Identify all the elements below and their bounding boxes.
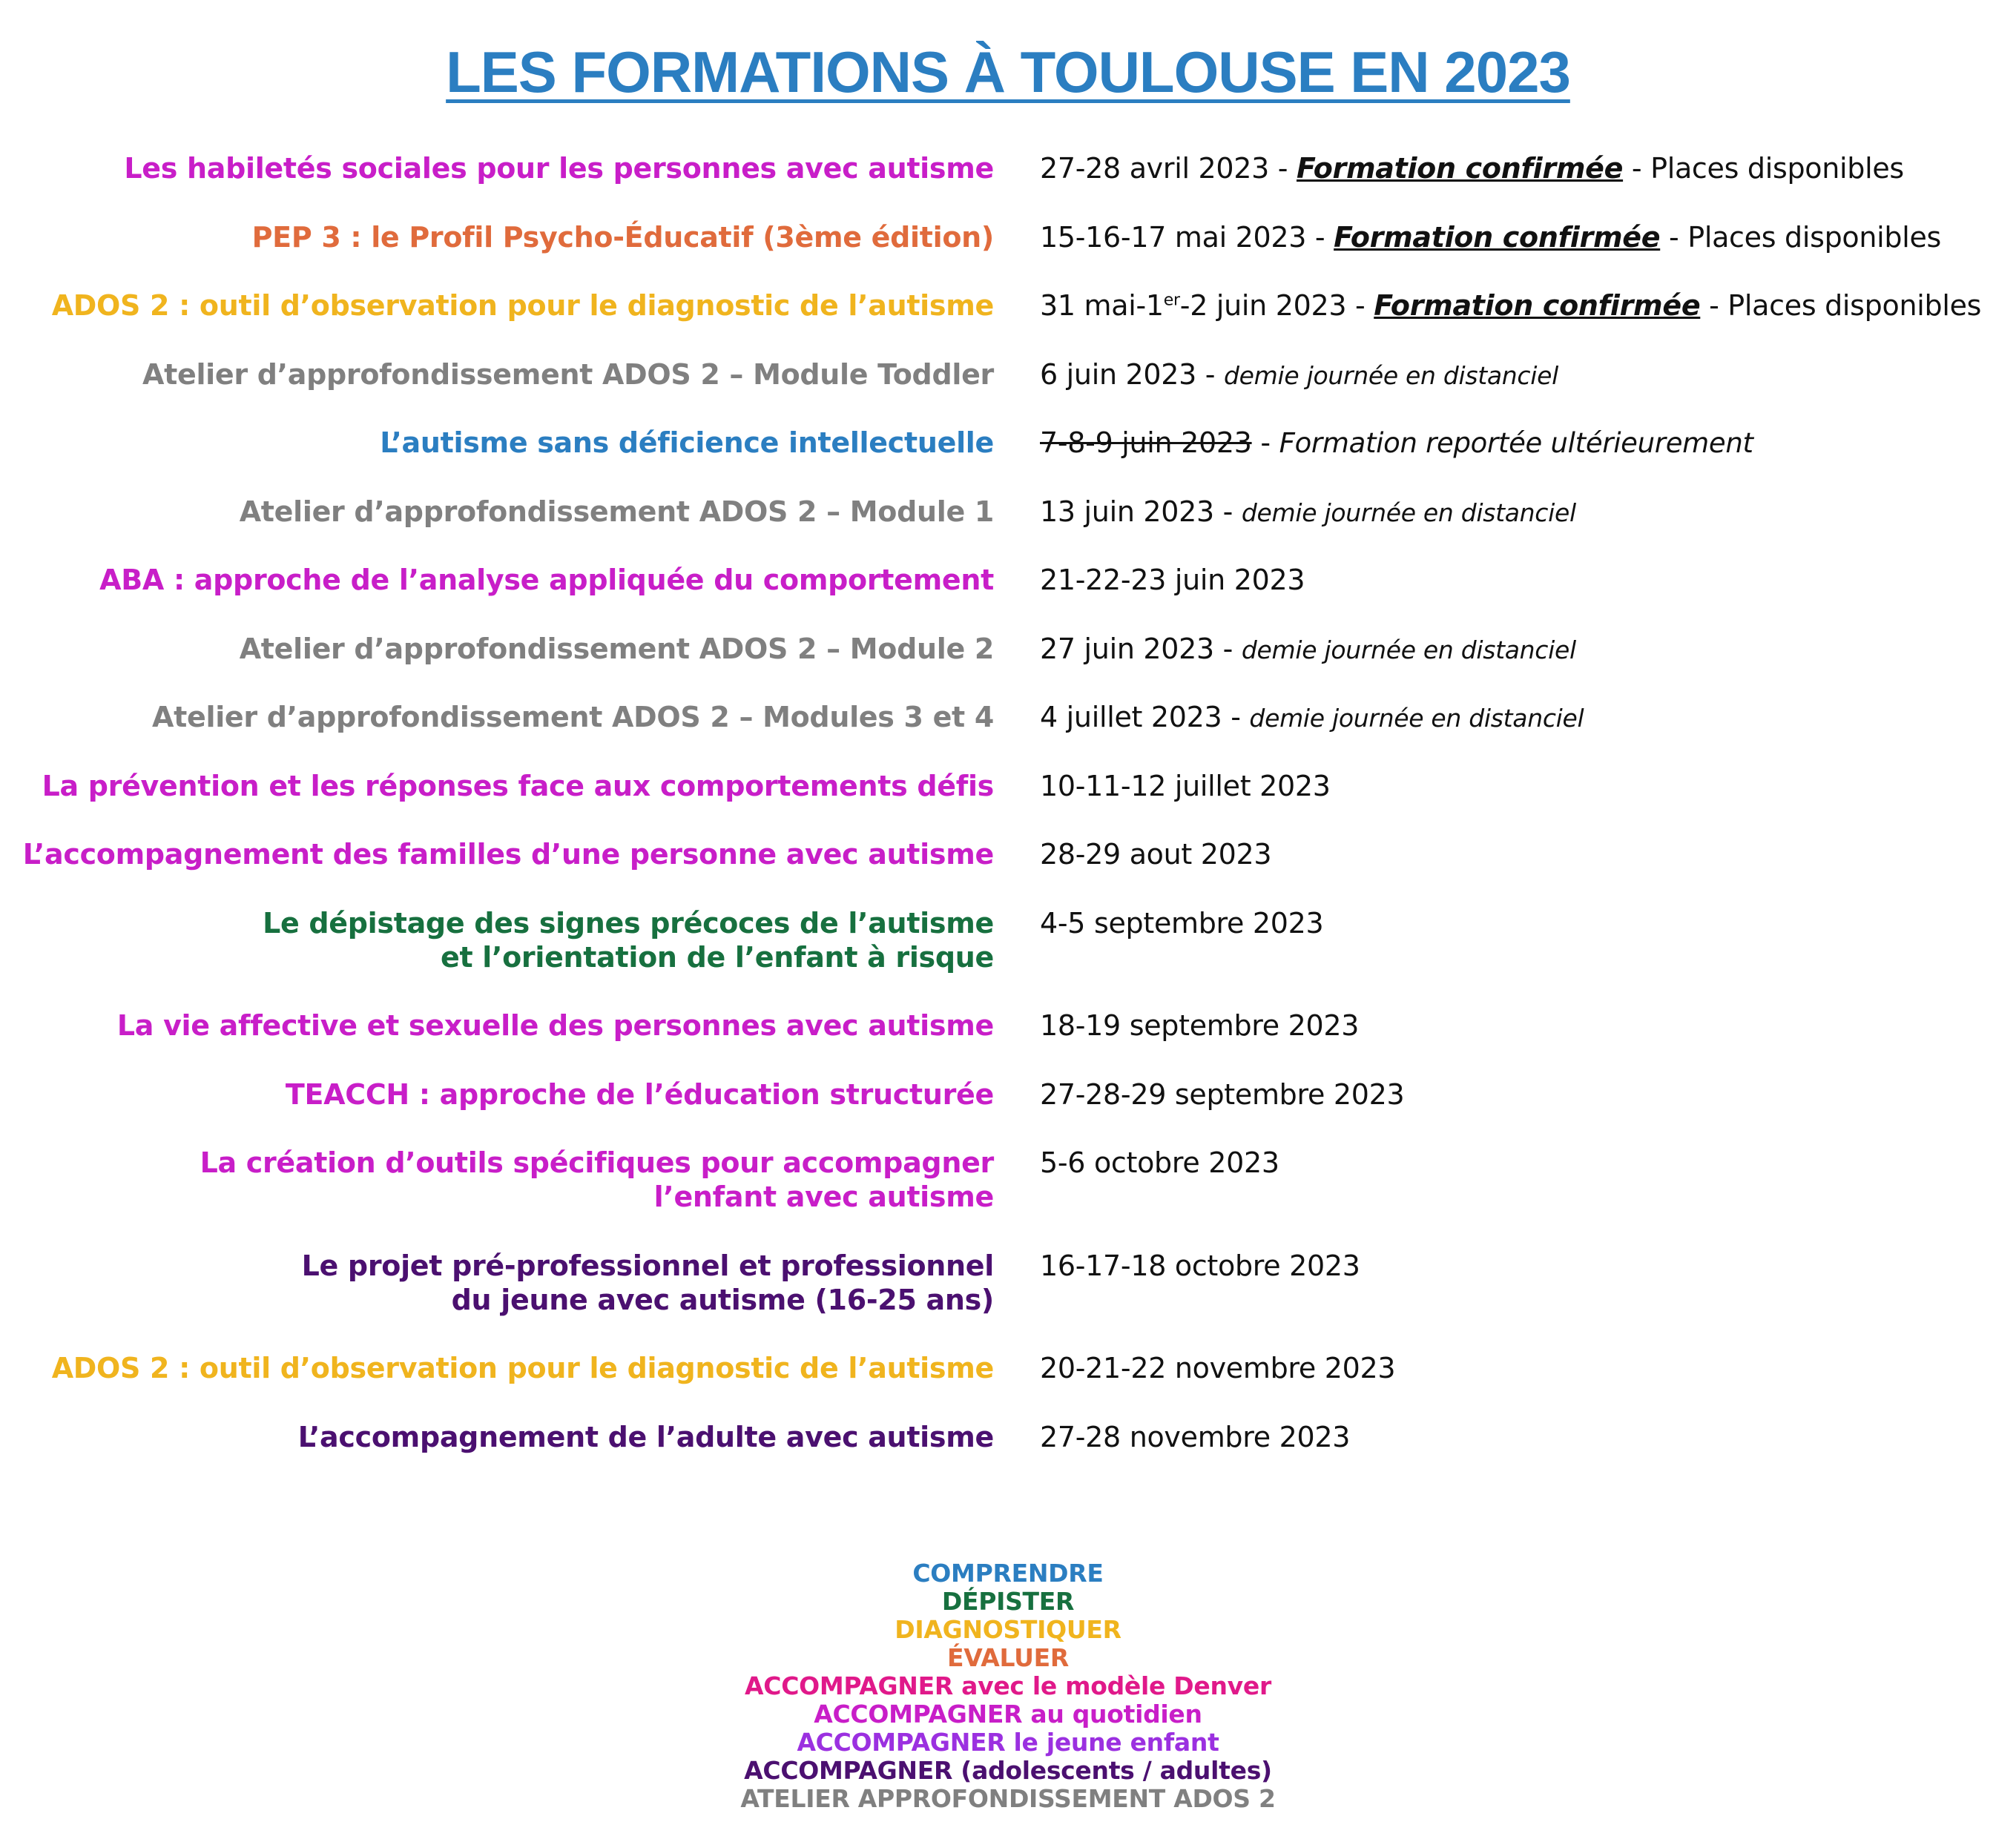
formation-title: ABA : approche de l’analyse appliquée du comportement (99, 564, 994, 596)
date-text: 20-21-22 novembre 2023 (1040, 1352, 1396, 1384)
formation-title-line2: et l’orientation de l’enfant à risque (440, 941, 994, 974)
formation-title: Les habiletés sociales pour les personnes avec autisme (124, 152, 994, 185)
formation-title-line2: l’enfant avec autisme (653, 1181, 994, 1213)
legend-evaluer: ÉVALUER (947, 1643, 1069, 1672)
color-legend (0, 1559, 2016, 1813)
legend-accompagner-ados-adultes: ACCOMPAGNER (adolescents / adultes) (744, 1756, 1272, 1785)
date-text-cancelled: 7-8-9 juin 2023 (1040, 426, 1252, 459)
legend-accompagner-denver: ACCOMPAGNER avec le modèle Denver (745, 1671, 1271, 1700)
formation-title: Le dépistage des signes précoces de l’autisme (263, 907, 994, 940)
date-text: 31 mai-1 (1040, 289, 1164, 322)
format-note: demie journée en distanciel (1249, 704, 1584, 733)
date-superscript: er (1163, 291, 1180, 310)
formation-title: L’accompagnement de l’adulte avec autisme (297, 1421, 994, 1453)
date-text: -2 juin 2023 (1179, 289, 1347, 322)
formation-title: L’autisme sans déficience intellectuelle (380, 426, 994, 459)
formation-date (1040, 1146, 2004, 1180)
formation-date (1040, 495, 2004, 530)
places-status: Places disponibles (1687, 221, 1942, 254)
formation-title: Atelier d’approfondissement ADOS 2 – Module 2 (239, 633, 994, 665)
confirmed-status: Formation confirmée (1374, 289, 1701, 322)
formation-title: TEACCH : approche de l’éducation structurée (285, 1078, 994, 1111)
separator: - (1213, 633, 1242, 665)
date-text: 6 juin 2023 (1040, 358, 1197, 391)
formation-date (1040, 906, 2004, 940)
legend-atelier-ados2: ATELIER APPROFONDISSEMENT ADOS 2 (740, 1784, 1276, 1813)
formation-title: La création d’outils spécifiques pour accompagner (200, 1146, 994, 1179)
format-note: demie journée en distanciel (1224, 361, 1558, 390)
formation-title: L’accompagnement des familles d’une personne avec autisme (22, 838, 994, 871)
page-title: LES FORMATIONS À TOULOUSE EN 2023 (446, 39, 1570, 105)
formation-date (1040, 700, 2004, 736)
formation-title: Atelier d’approfondissement ADOS 2 – Modules 3 et 4 (152, 701, 994, 733)
formation-date (1040, 769, 2004, 803)
date-text: 4 juillet 2023 (1040, 701, 1222, 733)
legend-depister: DÉPISTER (941, 1587, 1075, 1616)
date-text: 16-17-18 octobre 2023 (1040, 1249, 1360, 1282)
formation-title: PEP 3 : le Profil Psycho-Éducatif (3ème édition) (251, 221, 994, 254)
formation-date (1040, 1351, 2004, 1385)
date-text: 4-5 septembre 2023 (1040, 907, 1324, 940)
formation-title: Le projet pré-professionnel et professionnel (301, 1249, 994, 1282)
date-text: 5-6 octobre 2023 (1040, 1146, 1279, 1179)
date-text: 15-16-17 mai 2023 (1040, 221, 1307, 254)
separator: - (1222, 701, 1250, 733)
formation-date (1040, 1249, 2004, 1283)
legend-accompagner-jeune-enfant: ACCOMPAGNER le jeune enfant (797, 1728, 1219, 1757)
formation-title-line2: du jeune avec autisme (16-25 ans) (451, 1284, 994, 1316)
formation-title: Atelier d’approfondissement ADOS 2 – Module Toddler (142, 358, 994, 391)
date-text: 10-11-12 juillet 2023 (1040, 770, 1331, 802)
places-status: Places disponibles (1650, 152, 1904, 185)
postponed-note: Formation reportée ultérieurement (1279, 427, 1753, 459)
legend-accompagner-quotidien: ACCOMPAGNER au quotidien (814, 1700, 1202, 1729)
date-text: 18-19 septembre 2023 (1040, 1009, 1360, 1042)
date-text: 27-28 avril 2023 (1040, 152, 1269, 185)
separator: - (1196, 358, 1225, 391)
confirmed-status: Formation confirmée (1334, 221, 1661, 254)
date-text: 27-28 novembre 2023 (1040, 1421, 1351, 1453)
formation-title: La vie affective et sexuelle des personnes avec autisme (116, 1009, 994, 1042)
formation-title: La prévention et les réponses face aux comportements défis (42, 770, 994, 802)
date-text: 13 juin 2023 (1040, 495, 1214, 528)
date-text: 27-28-29 septembre 2023 (1040, 1078, 1405, 1111)
separator: - (1623, 152, 1651, 185)
formation-title: ADOS 2 : outil d’observation pour le diagnostic de l’autisme (51, 1352, 994, 1384)
formation-date (1040, 632, 2004, 667)
legend-diagnostiquer: DIAGNOSTIQUER (895, 1615, 1121, 1644)
formation-date (1040, 1077, 2004, 1112)
formation-title: ADOS 2 : outil d’observation pour le diagnostic de l’autisme (51, 289, 994, 322)
legend-comprendre: COMPRENDRE (912, 1559, 1104, 1588)
formation-date (1040, 1420, 2004, 1454)
formation-date (1040, 1008, 2004, 1043)
confirmed-status: Formation confirmée (1296, 152, 1624, 185)
date-text: 28-29 aout 2023 (1040, 838, 1272, 871)
formation-date (1040, 288, 2004, 323)
formation-date (1040, 837, 2004, 871)
date-text: 21-22-23 juin 2023 (1040, 564, 1305, 596)
separator: - (1346, 289, 1374, 322)
separator: - (1306, 221, 1334, 254)
date-text: 27 juin 2023 (1040, 633, 1214, 665)
separator: - (1213, 495, 1242, 528)
formation-date (1040, 563, 2004, 597)
formation-date (1040, 357, 2004, 393)
formation-date (1040, 426, 2004, 460)
format-note: demie journée en distanciel (1241, 498, 1576, 527)
formation-date (1040, 220, 2004, 254)
separator: - (1660, 221, 1688, 254)
separator: - (1269, 152, 1297, 185)
format-note: demie journée en distanciel (1241, 635, 1576, 664)
separator: - (1700, 289, 1728, 322)
places-status: Places disponibles (1727, 289, 1982, 322)
separator: - (1251, 426, 1279, 459)
formation-title: Atelier d’approfondissement ADOS 2 – Module 1 (239, 495, 994, 528)
formation-date (1040, 151, 2004, 185)
